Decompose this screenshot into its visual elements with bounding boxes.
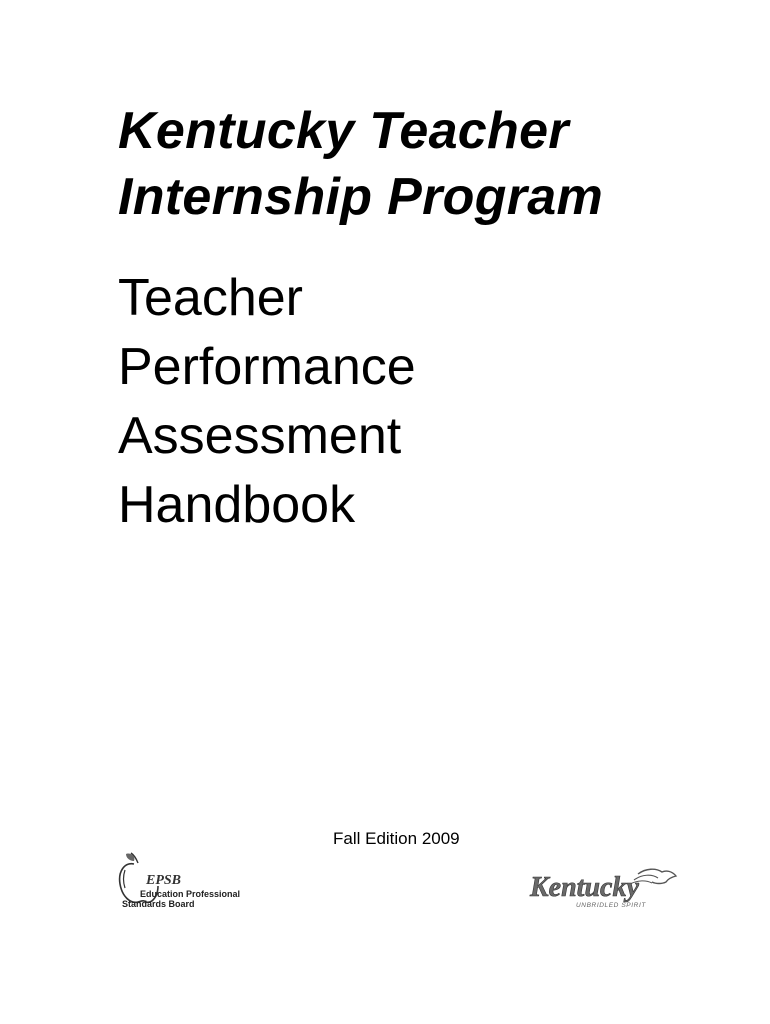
title-line-1: Kentucky Teacher — [118, 102, 569, 160]
epsb-line-1: Education Professional — [140, 889, 241, 899]
kentucky-logo — [526, 862, 680, 910]
document-title — [118, 98, 738, 230]
epsb-abbrev: EPSB — [146, 873, 182, 888]
subtitle-line-3: Assessment — [118, 407, 402, 465]
kentucky-tagline: UNBRIDLED SPIRIT — [576, 902, 646, 909]
subtitle-line-2: Performance — [118, 338, 416, 396]
document-subtitle — [118, 264, 738, 540]
kentucky-wordmark: Kentucky — [530, 872, 639, 903]
edition-label: Fall Edition 2009 — [333, 829, 460, 848]
subtitle-line-4: Handbook — [118, 476, 356, 534]
epsb-logo — [116, 850, 256, 910]
epsb-line-2: Standards Board — [122, 899, 195, 909]
subtitle-line-1: Teacher — [118, 269, 303, 327]
title-line-2: Internship Program — [118, 168, 604, 226]
